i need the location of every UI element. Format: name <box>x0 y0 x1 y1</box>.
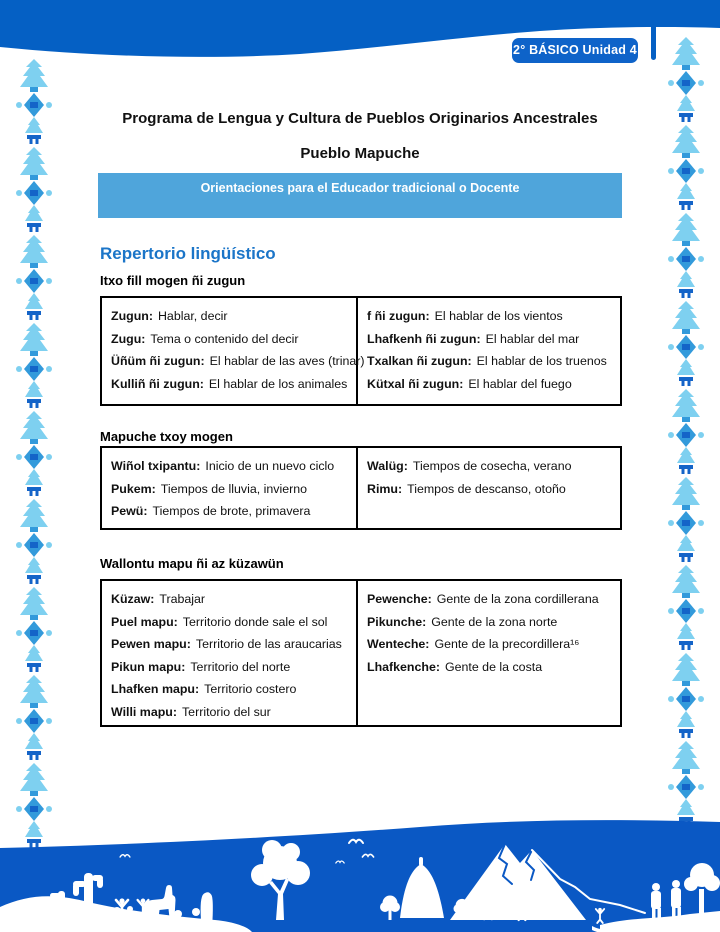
vocab-entry <box>367 455 611 478</box>
vocab-term: Üñüm ñi zugun: <box>111 354 205 368</box>
vocab-entry <box>111 611 347 634</box>
vocab-term: Rimu: <box>367 481 403 496</box>
vocab-table-3 <box>100 579 622 727</box>
vocab-term: Lhafken mapu: <box>111 682 200 696</box>
vocab-term: Wenteche: <box>367 637 430 651</box>
vocab-entry <box>111 701 347 724</box>
vocab-term: Walüg: <box>367 459 408 473</box>
vocab-definition: El hablar de los truenos <box>476 354 607 368</box>
vocab-definition: Tiempos de cosecha, verano <box>412 459 572 473</box>
vocab-entry <box>111 350 365 373</box>
vocab-table-2-left-cell <box>102 448 358 528</box>
vocab-term: Lhafkenh ñi zugun: <box>367 331 481 346</box>
footer-landscape-icon <box>0 787 720 932</box>
vocab-definition: Gente de la costa <box>444 659 543 674</box>
vocab-entry <box>111 678 347 701</box>
vocab-definition: Trabajar <box>159 592 206 606</box>
orientation-banner: Orientaciones para el Educador tradicional o Docente <box>98 173 622 218</box>
vocab-definition: El hablar de los vientos <box>434 309 563 323</box>
vocab-entry <box>111 478 347 501</box>
vocab-definition: Gente de la zona norte <box>431 614 558 629</box>
vocab-definition: Gente de la zona cordillerana <box>436 592 599 606</box>
vocab-definition: Tema o contenido del decir <box>150 331 299 346</box>
vocab-definition: El hablar del mar <box>485 331 580 346</box>
vocab-term: Zugu: <box>111 331 146 346</box>
section-heading-repertorio: Repertorio lingüístico <box>100 244 276 263</box>
vocab-table-1 <box>100 296 622 406</box>
vocab-definition: El hablar de las aves (trinar) <box>209 354 365 368</box>
vocab-term: f ñi zugun: <box>367 309 430 323</box>
vocab-term: Lhafkenche: <box>367 659 440 674</box>
vocab-entry <box>367 588 611 611</box>
vocab-definition: Territorio de las araucarias <box>195 637 342 651</box>
doc-subtitle: Pueblo Mapuche <box>300 145 420 162</box>
vocab-entry <box>367 611 611 634</box>
vocab-definition: Hablar, decir <box>157 309 228 323</box>
group-title-txoy-mogen: Mapuche txoy mogen <box>100 429 233 444</box>
vocab-definition: Territorio del norte <box>190 659 291 674</box>
vocab-term: Kütxal ñi zugun: <box>367 376 464 391</box>
vocab-term: Txalkan ñi zugun: <box>367 354 472 368</box>
vocab-term: Pikunche: <box>367 614 427 629</box>
vocab-entry <box>111 656 347 679</box>
vocab-entry <box>111 588 347 611</box>
vocab-entry <box>111 373 347 396</box>
vocab-entry <box>111 455 347 478</box>
vocab-term: Kulliñ ñi zugun: <box>111 376 204 391</box>
vocab-table-3-left-cell <box>102 581 358 725</box>
vocab-term: Küzaw: <box>111 592 155 606</box>
totem-border-right-icon <box>667 36 705 824</box>
vocab-definition: Territorio del sur <box>181 704 271 719</box>
vocab-table-1-right-cell <box>358 298 620 404</box>
vocab-table-2 <box>100 446 622 530</box>
vocab-term: Pewen mapu: <box>111 637 191 651</box>
vocab-table-3-right-cell <box>358 581 620 725</box>
unit-badge: 2° BÁSICO Unidad 4 <box>512 38 638 63</box>
vocab-term: Zugun: <box>111 309 153 323</box>
vocab-definition: Tiempos de brote, primavera <box>152 504 311 518</box>
vocab-definition: Gente de la precordillera¹⁶ <box>434 637 580 651</box>
vocab-entry <box>111 633 347 656</box>
vocab-entry <box>367 305 611 328</box>
vocab-definition: Territorio donde sale el sol <box>182 614 328 629</box>
totem-border-left-icon <box>15 58 53 848</box>
doc-title: Programa de Lengua y Cultura de Pueblos Originarios Ancestrales <box>122 110 598 127</box>
vocab-entry <box>367 656 611 679</box>
group-title-itxo: Itxo fill mogen ñi zugun <box>100 273 246 288</box>
vocab-entry <box>111 328 347 351</box>
vocab-definition: El hablar de los animales <box>208 376 348 391</box>
vocab-term: Pewü: <box>111 504 148 518</box>
vocab-entry <box>367 478 611 501</box>
vocab-table-1-left-cell <box>102 298 365 404</box>
vocab-term: Puel mapu: <box>111 614 178 629</box>
vocab-entry <box>367 633 611 656</box>
group-title-wallontu: Wallontu mapu ñi az küzawün <box>100 556 284 571</box>
vocab-definition: Tiempos de lluvia, invierno <box>160 481 307 496</box>
vocab-definition: Tiempos de descanso, otoño <box>407 481 566 496</box>
vocab-entry <box>367 328 611 351</box>
vocab-term: Pewenche: <box>367 592 432 606</box>
vocab-term: Pikun mapu: <box>111 659 186 674</box>
vocab-term: Wiñol txipantu: <box>111 459 201 473</box>
vocab-term: Willi mapu: <box>111 704 177 719</box>
vocab-entry <box>367 373 611 396</box>
vocab-definition: Inicio de un nuevo ciclo <box>205 459 335 473</box>
vocab-table-2-right-cell <box>358 448 620 528</box>
vocab-term: Pukem: <box>111 481 156 496</box>
vocab-entry <box>111 500 347 523</box>
vocab-entry <box>111 305 347 328</box>
vocab-entry <box>367 350 611 373</box>
vocab-definition: Territorio costero <box>204 682 297 696</box>
vocab-definition: El hablar del fuego <box>468 376 572 391</box>
